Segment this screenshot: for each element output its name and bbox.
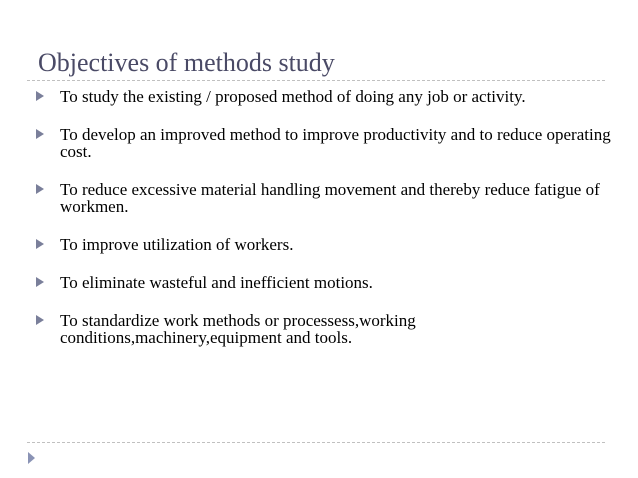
list-item [36,274,616,291]
triangle-bullet-icon [36,239,44,249]
bullet-text: To reduce excessive material handling movement and thereby reduce fatigue of workmen. [60,180,600,216]
bullet-text: To develop an improved method to improve productivity and to reduce operating cost. [60,125,611,161]
triangle-bullet-icon [36,129,44,139]
triangle-arrow-icon [28,452,35,464]
bullet-list [36,88,616,367]
bullet-text: To eliminate wasteful and inefficient motions. [60,273,373,292]
title-divider [27,80,605,81]
triangle-bullet-icon [36,277,44,287]
triangle-bullet-icon [36,91,44,101]
bullet-text: To standardize work methods or processess,working conditions,machinery,equipment and tools. [60,311,416,347]
triangle-bullet-icon [36,315,44,325]
list-item [36,236,616,253]
bullet-text: To study the existing / proposed method of doing any job or activity. [60,87,526,106]
list-item [36,181,616,215]
bullet-text: To improve utilization of workers. [60,235,294,254]
list-item [36,126,616,160]
list-item [36,312,616,346]
slide-title: Objectives of methods study [38,48,335,77]
triangle-bullet-icon [36,184,44,194]
footer-divider [27,442,605,443]
list-item [36,88,616,105]
